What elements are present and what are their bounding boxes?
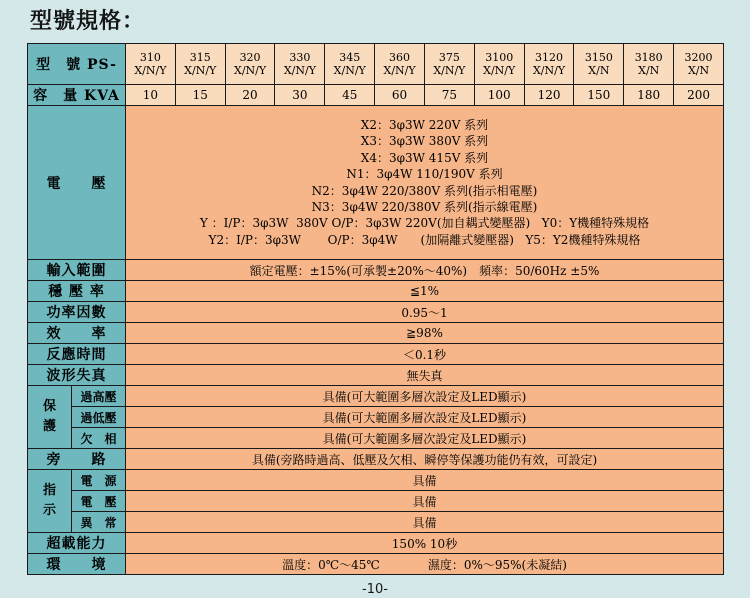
capacity-cell: 180 xyxy=(624,85,674,106)
model-code: 3100 xyxy=(485,51,514,64)
model-suffix: X/N/Y xyxy=(383,64,416,77)
model-code: 345 xyxy=(339,51,361,64)
model-suffix: X/N/Y xyxy=(234,64,267,77)
efficiency-label: 效 率 xyxy=(28,323,126,344)
voltage-line: Y ：I/P：3φ3W 380V O/P：3φ3W 220V(加自耦式變壓器) Y0：Y機種特殊規格 xyxy=(199,216,650,231)
model-cell xyxy=(474,44,524,85)
model-code: 330 xyxy=(289,51,311,64)
model-suffix: X/N/Y xyxy=(184,64,217,77)
voltage-line: N3：3φ4W 220/380V 系列(指示線電壓) xyxy=(311,199,538,214)
capacity-cell: 30 xyxy=(275,85,325,106)
model-code: 3150 xyxy=(584,51,613,64)
under-voltage-label: 過低壓 xyxy=(72,407,126,428)
model-suffix: X/N xyxy=(687,64,710,77)
model-cell xyxy=(674,44,724,85)
voltage-line: X2：3φ3W 220V 系列 xyxy=(360,117,489,132)
regulation-label: 穩 壓 率 xyxy=(28,281,126,302)
efficiency-value: ≧98% xyxy=(126,323,724,344)
fault-indicator-label: 異 常 xyxy=(72,512,126,533)
spec-table xyxy=(27,43,724,575)
model-cell xyxy=(126,44,176,85)
bypass-label: 旁 路 xyxy=(28,449,126,470)
page-title: 型號規格： xyxy=(30,9,146,34)
model-code: 315 xyxy=(189,51,211,64)
capacity-cell: 75 xyxy=(424,85,474,106)
input-range-label: 輸入範圍 xyxy=(28,260,126,281)
model-cell xyxy=(574,44,624,85)
model-code: 375 xyxy=(438,51,460,64)
voltage-label: 電 壓 xyxy=(28,106,126,260)
model-cell xyxy=(624,44,674,85)
model-code: 310 xyxy=(139,51,161,64)
model-label: 型 號 PS- xyxy=(28,44,126,85)
response-time-value: ＜0.1秒 xyxy=(126,344,724,365)
waveform-distortion-label: 波形失真 xyxy=(28,365,126,386)
power-factor-value: 0.95～1 xyxy=(126,302,724,323)
regulation-value: ≦1% xyxy=(126,281,724,302)
waveform-distortion-value: 無失真 xyxy=(126,365,724,386)
capacity-cell: 45 xyxy=(325,85,375,106)
model-suffix: X/N xyxy=(638,64,660,77)
voltage-indicator-value: 具備 xyxy=(126,491,724,512)
overload-label: 超載能力 xyxy=(28,533,126,554)
input-range-value: 額定電壓：±15%(可承製±20%～40%) 頻率：50/60Hz ±5% xyxy=(126,260,724,281)
voltage-line: N2：3φ4W 220/380V 系列(指示相電壓) xyxy=(311,183,538,198)
model-cell xyxy=(375,44,425,85)
phase-loss-label: 欠 相 xyxy=(72,428,126,449)
phase-loss-value: 具備(可大範圍多層次設定及LED顯示) xyxy=(126,428,724,449)
model-cell xyxy=(524,44,574,85)
over-voltage-value: 具備(可大範圍多層次設定及LED顯示) xyxy=(126,386,724,407)
capacity-cell: 20 xyxy=(225,85,275,106)
voltage-series-list xyxy=(126,106,724,260)
response-time-label: 反應時間 xyxy=(28,344,126,365)
capacity-cell: 100 xyxy=(474,85,524,106)
indicator-label: 指 示 xyxy=(28,470,72,533)
protection-label: 保 護 xyxy=(28,386,72,449)
capacity-cell: 120 xyxy=(524,85,574,106)
capacity-cell: 60 xyxy=(375,85,425,106)
under-voltage-value: 具備(可大範圍多層次設定及LED顯示) xyxy=(126,407,724,428)
page-number: -10- xyxy=(362,582,388,597)
model-suffix: X/N/Y xyxy=(134,64,167,77)
model-suffix: X/N/Y xyxy=(483,64,516,77)
model-cell xyxy=(325,44,375,85)
bypass-value: 具備(旁路時過高、低壓及欠相、瞬停等保護功能仍有效，可設定) xyxy=(126,449,724,470)
capacity-cell: 200 xyxy=(674,85,724,106)
model-cell xyxy=(225,44,275,85)
over-voltage-label: 過高壓 xyxy=(72,386,126,407)
power-indicator-value: 具備 xyxy=(126,470,724,491)
voltage-indicator-label: 電 壓 xyxy=(72,491,126,512)
power-indicator-label: 電 源 xyxy=(72,470,126,491)
model-code: 3180 xyxy=(634,51,663,64)
voltage-line: X4：3φ3W 415V 系列 xyxy=(360,150,489,165)
model-suffix: X/N/Y xyxy=(433,64,466,77)
voltage-line: N1：3φ4W 110/190V 系列 xyxy=(346,167,503,182)
capacity-label: 容 量 KVA xyxy=(28,85,126,106)
model-code: 320 xyxy=(239,51,261,64)
voltage-line: X3：3φ3W 380V 系列 xyxy=(360,134,489,149)
capacity-cell: 150 xyxy=(574,85,624,106)
model-code: 3200 xyxy=(684,51,713,64)
environment-value: 溫度：0℃～45℃ 濕度：0%～95%(未凝結) xyxy=(126,554,724,575)
model-code: 360 xyxy=(389,51,411,64)
model-suffix: X/N/Y xyxy=(283,64,316,77)
model-suffix: X/N/Y xyxy=(532,64,566,77)
model-cell xyxy=(275,44,325,85)
model-cell xyxy=(424,44,474,85)
model-code: 3120 xyxy=(535,51,564,64)
voltage-line: Y2：I/P：3φ3W O/P：3φ4W (加隔離式變壓器) Y5：Y2機種特殊規格 xyxy=(208,232,641,247)
power-factor-label: 功率因數 xyxy=(28,302,126,323)
environment-label: 環 境 xyxy=(28,554,126,575)
capacity-cell: 15 xyxy=(175,85,225,106)
fault-indicator-value: 具備 xyxy=(126,512,724,533)
model-suffix: X/N xyxy=(588,64,610,77)
capacity-cell: 10 xyxy=(126,85,176,106)
model-suffix: X/N/Y xyxy=(333,64,366,77)
model-cell xyxy=(175,44,225,85)
overload-value: 150% 10秒 xyxy=(126,533,724,554)
